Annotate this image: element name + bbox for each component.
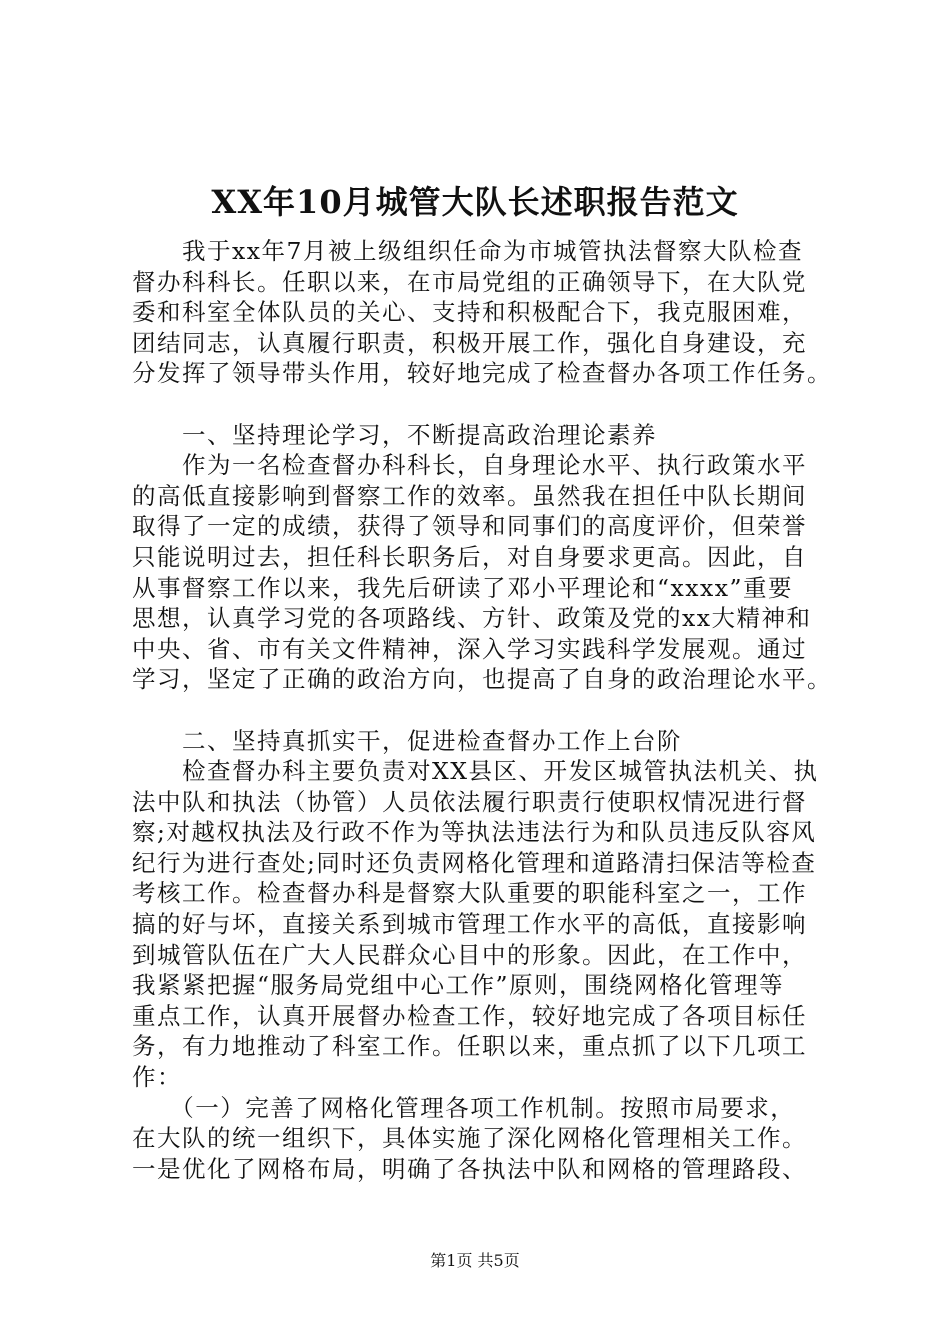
body-line: 思想，认真学习党的各项路线、方针、政策及党的xx大精神和	[132, 604, 812, 633]
document-title: XX年10月城管大队长述职报告范文	[211, 183, 739, 221]
body-line: 务，有力地推动了科室工作。任职以来，重点抓了以下几项工	[132, 1032, 807, 1061]
body-line: 法中队和执法（协管）人员依法履行职责行使职权情况进行督	[132, 787, 807, 816]
body-line: 搞的好与坏，直接关系到城市管理工作水平的高低，直接影响	[132, 910, 807, 939]
body-line: 学习，坚定了正确的政治方向，也提高了自身的政治理论水平。	[132, 665, 832, 694]
body-line: 纪行为进行查处;同时还负责网格化管理和道路清扫保洁等检查	[132, 848, 817, 877]
document-body	[132, 236, 852, 1184]
body-line: 我紧紧把握“服务局党组中心工作”原则，围绕网格化管理等	[132, 971, 785, 1000]
page-footer: 第1页 共5页	[430, 1251, 520, 1270]
body-line: 检查督办科主要负责对XX县区、开发区城管执法机关、执	[132, 757, 819, 786]
paragraph-gap	[132, 389, 852, 420]
section-heading: 一、坚持理论学习，不断提高政治理论素养	[132, 420, 657, 449]
body-line: 督办科科长。任职以来，在市局党组的正确领导下，在大队党	[132, 267, 807, 296]
body-line: 作：	[132, 1063, 182, 1092]
body-line: 从事督察工作以来，我先后研读了邓小平理论和“xxxx”重要	[132, 573, 794, 602]
body-line: 团结同志，认真履行职责，积极开展工作，强化自身建设，充	[132, 328, 807, 357]
body-line: 委和科室全体队员的关心、支持和积极配合下，我克服困难，	[132, 298, 807, 327]
section-heading: 二、坚持真抓实干，促进检查督办工作上台阶	[132, 726, 682, 755]
body-line: 考核工作。检查督办科是督察大队重要的职能科室之一，工作	[132, 879, 807, 908]
body-line: 的高低直接影响到督察工作的效率。虽然我在担任中队长期间	[132, 481, 807, 510]
body-line: 取得了一定的成绩，获得了领导和同事们的高度评价，但荣誉	[132, 512, 807, 541]
body-line: 在大队的统一组织下，具体实施了深化网格化管理相关工作。	[132, 1124, 807, 1153]
body-line: 只能说明过去，担任科长职务后，对自身要求更高。因此，自	[132, 542, 807, 571]
body-line: 一是优化了网格布局，明确了各执法中队和网格的管理路段、	[132, 1154, 807, 1183]
body-line: （一）完善了网格化管理各项工作机制。按照市局要求，	[132, 1093, 796, 1122]
body-line: 察;对越权执法及行政不作为等执法违法行为和队员违反队容风	[132, 818, 817, 847]
body-line: 到城管队伍在广大人民群众心目中的形象。因此，在工作中，	[132, 940, 807, 969]
paragraph-gap	[132, 695, 852, 726]
body-line: 中央、省、市有关文件精神，深入学习实践科学发展观。通过	[132, 634, 807, 663]
body-line: 作为一名检查督办科科长，自身理论水平、执行政策水平	[132, 451, 807, 480]
body-line: 我于xx年7月被上级组织任命为市城管执法督察大队检查	[132, 237, 803, 265]
body-line: 分发挥了领导带头作用，较好地完成了检查督办各项工作任务。	[132, 359, 832, 388]
body-line: 重点工作，认真开展督办检查工作，较好地完成了各项目标任	[132, 1001, 807, 1030]
